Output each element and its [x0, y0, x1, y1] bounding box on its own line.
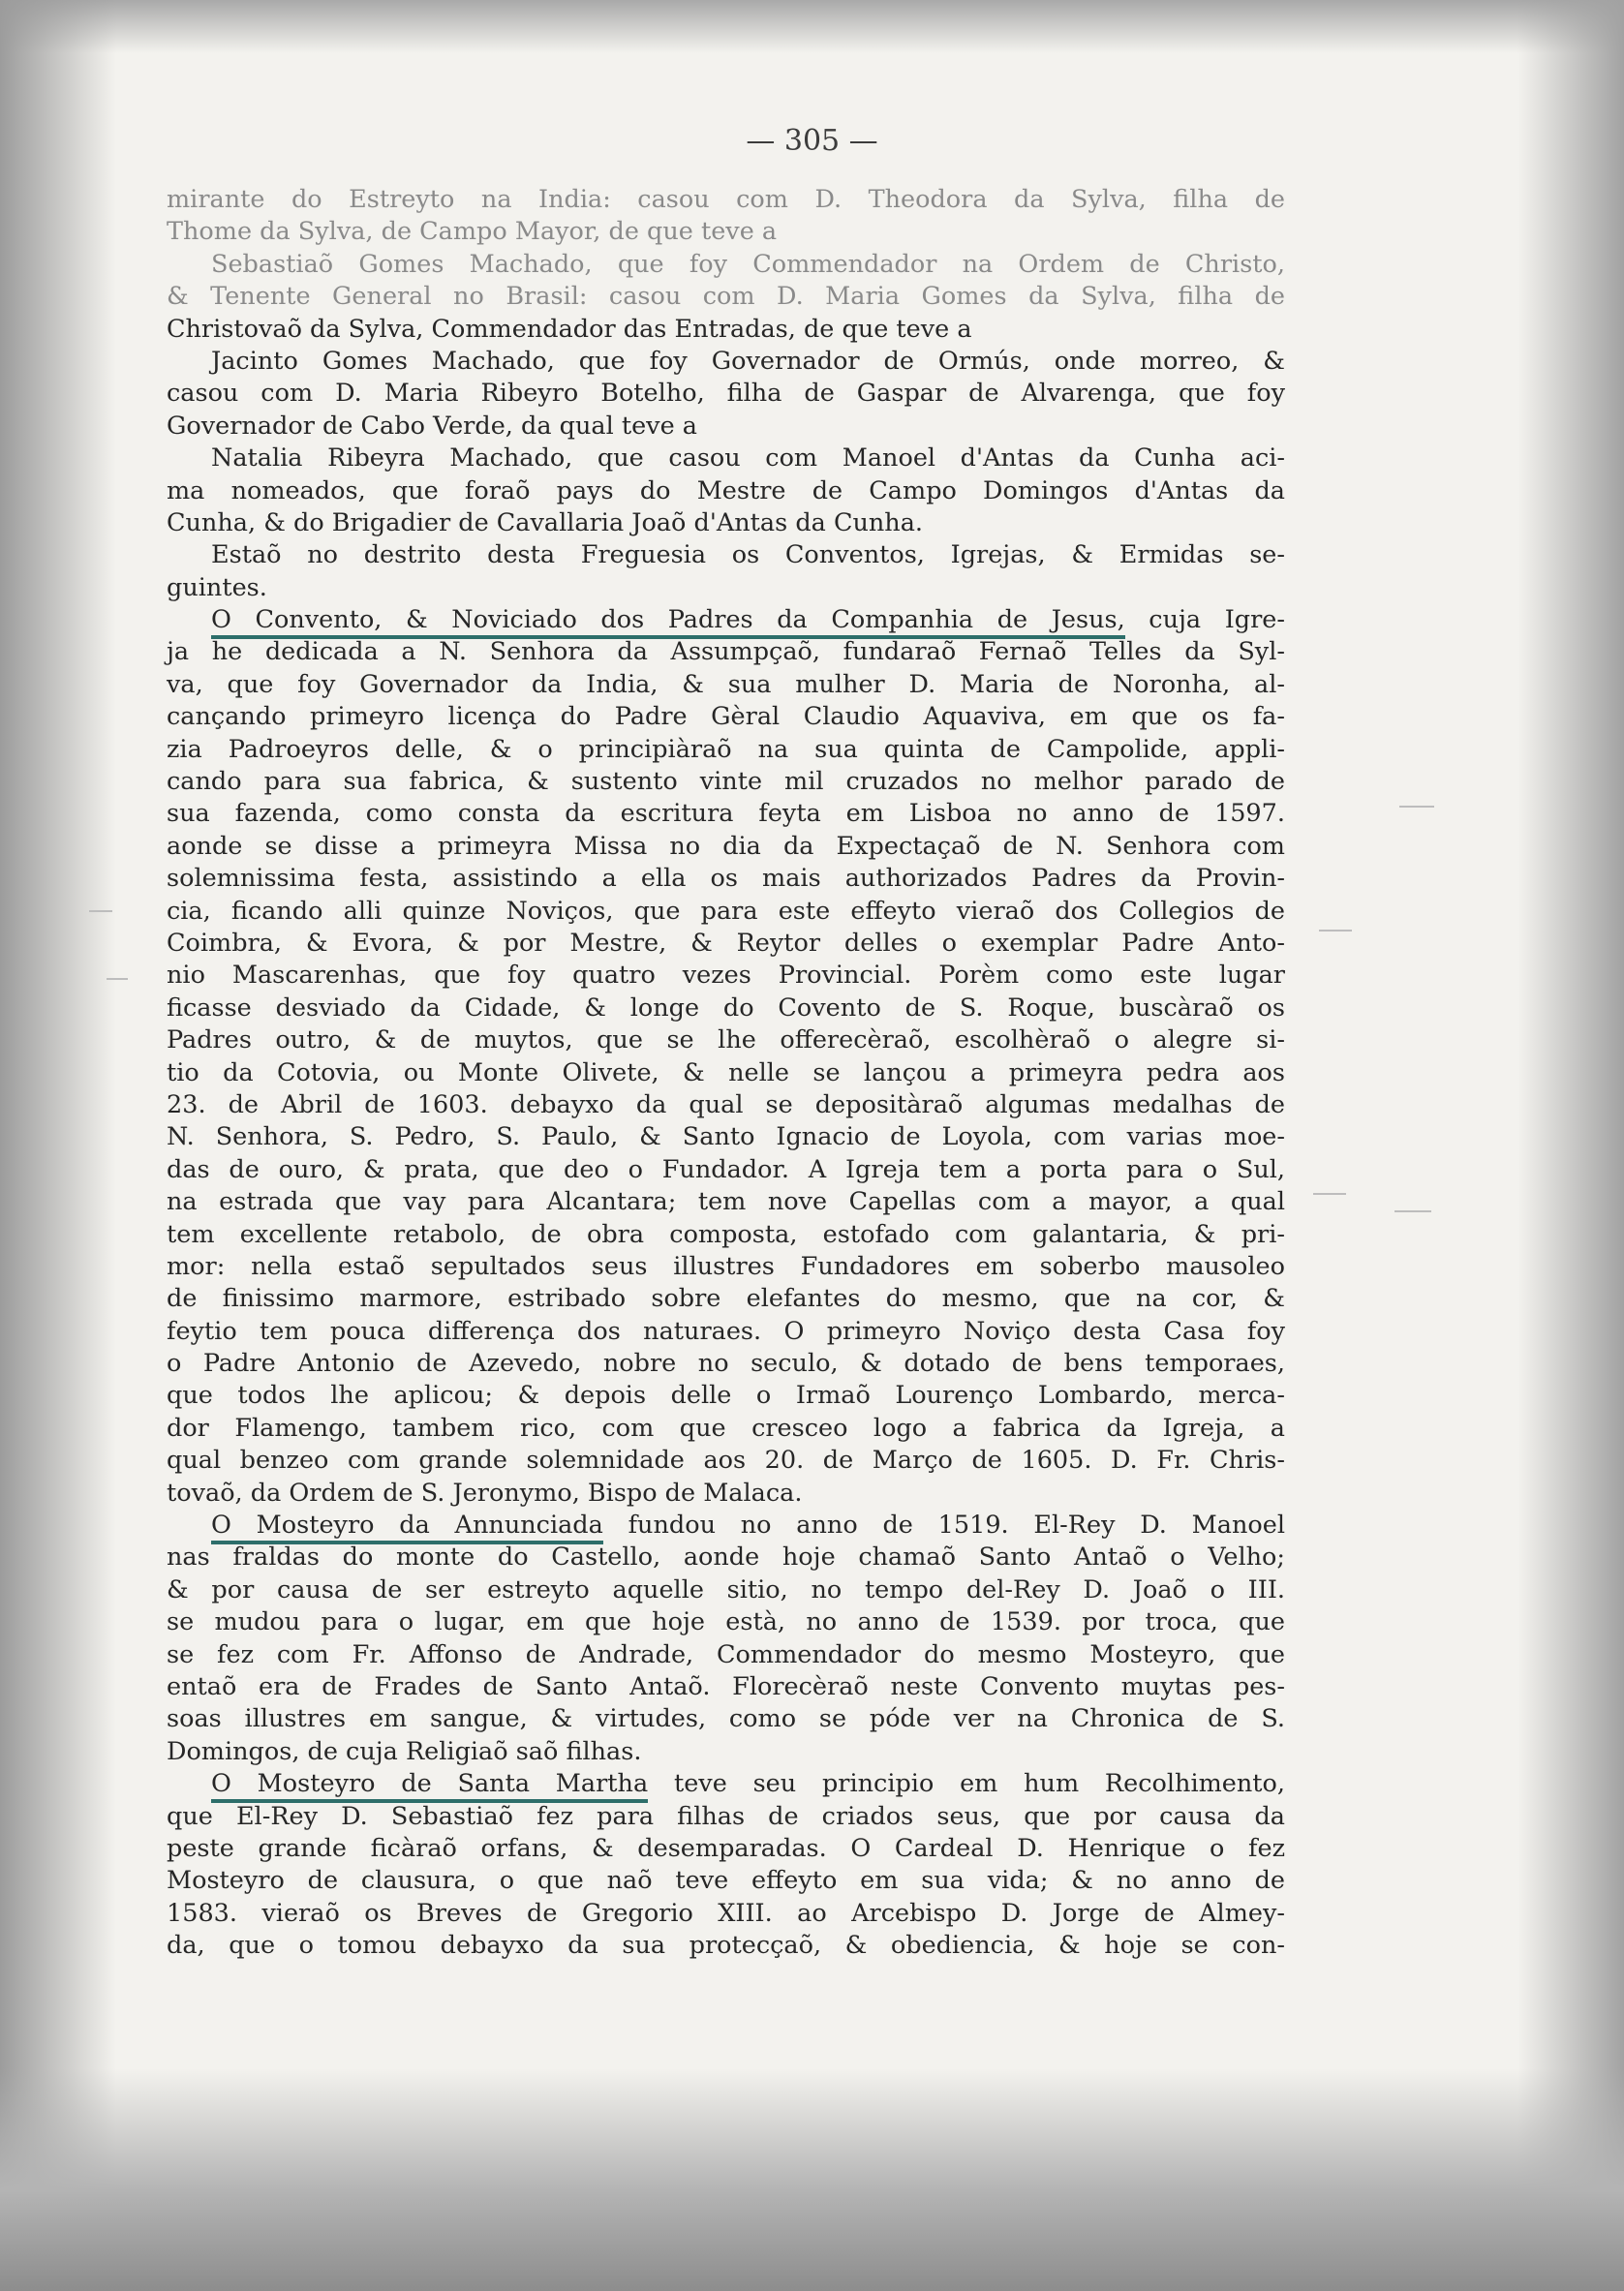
- text-line: tio da Cotovia, ou Monte Olivete, & nelle se lançou a primeyra pedra aos: [167, 1057, 1285, 1087]
- margin-mark: [1394, 1210, 1431, 1212]
- text-line: zia Padroeyros delle, & o principiàraõ na sua quinta de Campolide, appli-: [167, 734, 1285, 764]
- text-line: mor: nella estaõ sepultados seus illustres Fundadores em soberbo mausoleo: [167, 1251, 1285, 1281]
- text-line: se fez com Fr. Affonso de Andrade, Commendador do mesmo Mosteyro, que: [167, 1639, 1285, 1669]
- underlined-heading: O Convento, & Noviciado dos Padres da Companhia de Jesus,: [211, 605, 1125, 639]
- text-line: Christovaõ da Sylva, Commendador das Entradas, de que teve a: [167, 314, 972, 344]
- margin-mark: [107, 978, 128, 980]
- text-line: cançando primeyro licença do Padre Gèral Claudio Aquaviva, em que os fa-: [167, 702, 1285, 732]
- text-line: nas fraldas do monte do Castello, aonde hoje chamaõ Santo Antaõ o Velho;: [167, 1543, 1285, 1573]
- text-line: 23. de Abril de 1603. debayxo da qual se depositàraõ algumas medalhas de: [167, 1089, 1285, 1119]
- text-line: guintes.: [167, 572, 267, 602]
- text-line: feytio tem pouca differença dos naturaes. O primeyro Noviço desta Casa foy: [167, 1316, 1285, 1346]
- text-line: cando para sua fabrica, & sustento vinte mil cruzados no melhor parado de: [167, 767, 1285, 797]
- body-text: [167, 184, 1285, 1962]
- page-number: — 305 —: [746, 124, 878, 158]
- text-line: peste grande ficàraõ orfans, & desemparadas. O Cardeal D. Henrique o fez: [167, 1833, 1285, 1863]
- text-line: de finissimo marmore, estribado sobre elefantes do mesmo, que na cor, &: [167, 1284, 1285, 1314]
- text-line: entaõ era de Frades de Santo Antaõ. Florecèraõ neste Convento muytas pes-: [167, 1671, 1285, 1701]
- scan-shadow-top: [0, 0, 1624, 53]
- text-line: ficasse desviado da Cidade, & longe do Covento de S. Roque, buscàraõ os: [167, 993, 1285, 1023]
- text-line: [167, 1510, 1285, 1542]
- text-line: na estrada que vay para Alcantara; tem nove Capellas com a mayor, a qual: [167, 1187, 1285, 1217]
- text-line: & por causa de ser estreyto aquelle sitio, no tempo del-Rey D. Joaõ o III.: [167, 1574, 1285, 1604]
- text-line: [167, 1768, 1285, 1800]
- text-line: tem excellente retabolo, de obra composta, estofado com galantaria, & pri-: [167, 1219, 1285, 1249]
- text-line: qual benzeo com grande solemnidade aos 20. de Março de 1605. D. Fr. Chris-: [167, 1446, 1285, 1476]
- text-line: sua fazenda, como consta da escritura feyta em Lisboa no anno de 1597.: [167, 799, 1285, 829]
- text-line: va, que foy Governador da India, & sua mulher D. Maria de Noronha, al-: [167, 669, 1285, 699]
- text-line: Padres outro, & de muytos, que se lhe offerecèraõ, escolhèraõ o alegre si-: [167, 1025, 1285, 1055]
- margin-mark: [89, 910, 112, 912]
- margin-mark: [1319, 930, 1352, 932]
- scan-shadow-right: [1517, 0, 1624, 2291]
- text-line: Mosteyro de clausura, o que naõ teve effeyto em sua vida; & no anno de: [167, 1866, 1285, 1896]
- text-fragment: fundou no anno de 1519. El-Rey D. Manoel: [602, 1511, 1285, 1541]
- scan-shadow-left: [0, 0, 116, 2291]
- text-line: o Padre Antonio de Azevedo, nobre no seculo, & dotado de bens temporaes,: [167, 1349, 1285, 1379]
- text-line: Domingos, de cuja Religiaõ saõ filhas.: [167, 1736, 642, 1766]
- text-line: que El-Rey D. Sebastiaõ fez para filhas de criados seus, que por causa da: [167, 1801, 1285, 1831]
- text-line: aonde se disse a primeyra Missa no dia da Expectaçaõ de N. Senhora com: [167, 831, 1285, 861]
- text-line: solemnissima festa, assistindo a ella os mais authorizados Padres da Provin-: [167, 864, 1285, 894]
- text-line: da, que o tomou debayxo da sua protecçaõ, & obediencia, & hoje se con-: [167, 1931, 1285, 1961]
- text-line: N. Senhora, S. Pedro, S. Paulo, & Santo Ignacio de Loyola, com varias moe-: [167, 1122, 1285, 1152]
- text-line: soas illustres em sangue, & virtudes, como se póde ver na Chronica de S.: [167, 1704, 1285, 1734]
- text-line: nio Mascarenhas, que foy quatro vezes Provincial. Porèm como este lugar: [167, 961, 1285, 991]
- text-line: casou com D. Maria Ribeyro Botelho, filha de Gaspar de Alvarenga, que foy: [167, 379, 1285, 409]
- text-line: & Tenente General no Brasil: casou com D. Maria Gomes da Sylva, filha de: [167, 282, 1285, 312]
- text-line: tovaõ, da Ordem de S. Jeronymo, Bispo de Malaca.: [167, 1478, 803, 1508]
- underlined-heading: O Mosteyro de Santa Martha: [211, 1769, 648, 1803]
- text-line: 1583. vieraõ os Breves de Gregorio XIII. ao Arcebispo D. Jorge de Almey-: [167, 1898, 1285, 1928]
- text-fragment: teve seu principio em hum Recolhimento,: [648, 1769, 1285, 1799]
- text-line: mirante do Estreyto na India: casou com D. Theodora da Sylva, filha de: [167, 185, 1285, 214]
- text-line: Governador de Cabo Verde, da qual teve a: [167, 411, 697, 441]
- text-line: [167, 604, 1285, 636]
- text-line: Natalia Ribeyra Machado, que casou com Manoel d'Antas da Cunha aci-: [211, 443, 1285, 473]
- text-line: cia, ficando alli quinze Noviços, que para este effeyto vieraõ dos Collegios de: [167, 896, 1285, 926]
- text-line: dor Flamengo, tambem rico, com que cresceo logo a fabrica da Igreja, a: [167, 1413, 1285, 1443]
- text-line: Sebastiaõ Gomes Machado, que foy Commendador na Ordem de Christo,: [211, 249, 1285, 279]
- text-line: Thome da Sylva, de Campo Mayor, de que teve a: [167, 217, 778, 247]
- text-line: ja he dedicada a N. Senhora da Assumpçaõ, fundaraõ Fernaõ Telles da Syl-: [167, 637, 1285, 667]
- text-line: Coimbra, & Evora, & por Mestre, & Reytor delles o exemplar Padre Anto-: [167, 928, 1285, 958]
- text-fragment: cuja Igre-: [1124, 605, 1285, 635]
- text-line: ma nomeados, que foraõ pays do Mestre de Campo Domingos d'Antas da: [167, 475, 1285, 505]
- margin-mark: [1313, 1193, 1346, 1195]
- text-line: Cunha, & do Brigadier de Cavallaria Joaõ d'Antas da Cunha.: [167, 507, 924, 537]
- text-line: se mudou para o lugar, em que hoje està, no anno de 1539. por troca, que: [167, 1607, 1285, 1637]
- text-line: Estaõ no destrito desta Freguesia os Conventos, Igrejas, & Ermidas se-: [211, 540, 1285, 570]
- margin-mark: [1399, 806, 1434, 808]
- text-line: Jacinto Gomes Machado, que foy Governador de Ormús, onde morreo, &: [211, 346, 1285, 376]
- underlined-heading: O Mosteyro da Annunciada: [211, 1511, 603, 1544]
- text-line: das de ouro, & prata, que deo o Fundador. A Igreja tem a porta para o Sul,: [167, 1154, 1285, 1184]
- text-line: que todos lhe aplicou; & depois delle o Irmaõ Lourenço Lombardo, merca-: [167, 1381, 1285, 1411]
- scan-shadow-bottom: [0, 2068, 1624, 2291]
